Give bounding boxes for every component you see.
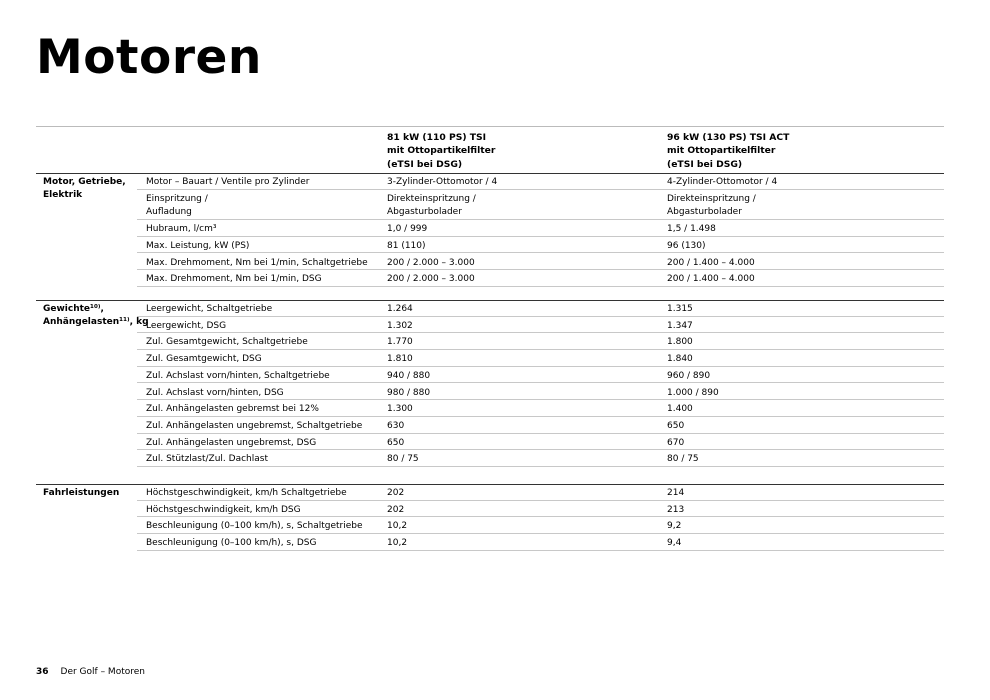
table-row xyxy=(137,450,944,467)
section-label xyxy=(43,176,126,203)
row-label xyxy=(146,176,309,189)
row-label-line: Hubraum, l/cm³ xyxy=(146,224,217,235)
value-96kw-line: 650 xyxy=(667,420,685,431)
value-96kw-line: 1.800 xyxy=(667,337,693,348)
value-81kw-line: 630 xyxy=(387,420,405,431)
value-96kw xyxy=(667,537,681,550)
column-header-line: (eTSI bei DSG) xyxy=(387,158,463,170)
value-96kw xyxy=(667,303,693,316)
row-label xyxy=(146,370,330,383)
table-row xyxy=(137,384,944,401)
row-label-line: Max. Drehmoment, Nm bei 1/min, Schaltgetriebe xyxy=(146,257,368,268)
value-81kw-line: Abgasturbolader xyxy=(387,207,462,218)
row-label-line: Zul. Gesamtgewicht, DSG xyxy=(146,354,262,365)
value-81kw xyxy=(387,353,413,366)
table-row xyxy=(137,254,944,271)
value-81kw xyxy=(387,387,430,400)
value-96kw xyxy=(667,257,755,270)
value-81kw xyxy=(387,520,407,533)
page-number: 36 xyxy=(36,667,49,677)
table-row xyxy=(137,333,944,350)
row-label-line: Leergewicht, Schaltgetriebe xyxy=(146,304,273,314)
value-96kw xyxy=(667,437,684,450)
table-row xyxy=(137,534,944,551)
value-81kw xyxy=(387,370,430,383)
value-96kw-line: 1.315 xyxy=(667,304,693,314)
value-96kw xyxy=(667,273,755,286)
value-96kw xyxy=(667,520,681,533)
value-96kw xyxy=(667,336,693,349)
row-label xyxy=(146,223,216,236)
row-label-line: Einspritzung / xyxy=(146,193,208,204)
row-label-line: Aufladung xyxy=(146,207,192,218)
row-divider xyxy=(137,286,944,287)
row-label xyxy=(146,320,226,333)
row-label-line: Motor – Bauart / Ventile pro Zylinder xyxy=(146,177,310,187)
row-label xyxy=(146,403,319,416)
value-96kw-line: Direkteinspritzung / xyxy=(667,193,756,204)
row-label-line: Beschleunigung (0–100 km/h), s, DSG xyxy=(146,538,317,549)
row-label-line: Zul. Stützlast/Zul. Dachlast xyxy=(146,454,268,465)
value-96kw-line: 200 / 1.400 – 4.000 xyxy=(667,257,755,268)
value-81kw-line: 10,2 xyxy=(387,538,408,549)
value-81kw-line: 1.264 xyxy=(387,304,413,314)
table-row xyxy=(137,517,944,534)
row-label xyxy=(146,420,362,433)
value-81kw xyxy=(387,504,404,517)
column-header-line: 96 kW (130 PS) TSI ACT xyxy=(667,132,790,143)
value-96kw-line: 1.400 xyxy=(667,404,693,415)
value-96kw xyxy=(667,403,693,416)
value-81kw-line: 1.810 xyxy=(387,354,413,365)
section-label xyxy=(43,487,119,500)
row-label xyxy=(146,453,268,466)
table-row xyxy=(137,300,944,317)
value-81kw xyxy=(387,193,476,220)
value-81kw xyxy=(387,453,419,466)
column-header-81kw xyxy=(387,131,495,171)
table-row xyxy=(137,270,944,287)
value-96kw-line: 200 / 1.400 – 4.000 xyxy=(667,274,755,285)
value-81kw xyxy=(387,303,413,316)
header-rule xyxy=(36,126,944,127)
row-label xyxy=(146,487,347,500)
value-81kw-line: 940 / 880 xyxy=(387,370,431,381)
value-81kw xyxy=(387,273,475,286)
value-96kw-line: 4-Zylinder-Ottomotor / 4 xyxy=(667,177,778,187)
table-row xyxy=(137,367,944,384)
row-label-line: Max. Drehmoment, Nm bei 1/min, DSG xyxy=(146,274,322,285)
value-96kw xyxy=(667,487,684,500)
value-96kw-line: 9,4 xyxy=(667,538,682,549)
row-label-line: Zul. Anhängelasten ungebremst, Schaltgetriebe xyxy=(146,420,363,431)
row-label xyxy=(146,240,249,253)
page-footer xyxy=(36,667,145,677)
section-label-line: Elektrik xyxy=(43,190,83,201)
value-81kw xyxy=(387,176,497,189)
row-label-line: Zul. Anhängelasten gebremst bei 12% xyxy=(146,404,319,415)
value-96kw-line: Abgasturbolader xyxy=(667,207,742,218)
value-96kw-line: 1,5 / 1.498 xyxy=(667,224,716,235)
value-81kw-line: 80 / 75 xyxy=(387,454,419,465)
value-96kw-line: 670 xyxy=(667,437,685,448)
table-row xyxy=(137,237,944,254)
value-81kw xyxy=(387,420,404,433)
value-96kw-line: 80 / 75 xyxy=(667,454,699,465)
table-row xyxy=(137,434,944,451)
row-label xyxy=(146,193,208,220)
value-81kw-line: 200 / 2.000 – 3.000 xyxy=(387,274,475,285)
value-81kw-line: 980 / 880 xyxy=(387,387,431,398)
value-96kw-line: 1.000 / 890 xyxy=(667,387,719,398)
value-96kw-line: 1.840 xyxy=(667,354,693,365)
value-96kw-line: 213 xyxy=(667,504,685,515)
value-81kw-line: 3-Zylinder-Ottomotor / 4 xyxy=(387,177,498,187)
table-row xyxy=(137,350,944,367)
value-81kw-line: 10,2 xyxy=(387,521,408,532)
row-label-line: Beschleunigung (0–100 km/h), s, Schaltgetriebe xyxy=(146,521,363,532)
column-header-line: mit Ottopartikelfilter xyxy=(387,145,496,157)
value-81kw xyxy=(387,320,413,333)
value-81kw-line: 1.302 xyxy=(387,320,413,331)
value-96kw-line: 214 xyxy=(667,488,685,498)
table-row xyxy=(137,400,944,417)
table-row xyxy=(137,173,944,190)
value-81kw-line: 1,0 / 999 xyxy=(387,224,428,235)
value-81kw xyxy=(387,437,404,450)
value-81kw-line: 1.300 xyxy=(387,404,413,415)
value-81kw-line: 202 xyxy=(387,504,405,515)
section-label-line: Anhängelasten¹¹⁾, kg xyxy=(43,317,149,328)
value-81kw-line: 202 xyxy=(387,488,405,498)
row-label xyxy=(146,273,322,286)
row-label-line: Höchstgeschwindigkeit, km/h Schaltgetriebe xyxy=(146,488,347,498)
column-header-96kw xyxy=(667,131,789,171)
row-label xyxy=(146,303,272,316)
row-label-line: Höchstgeschwindigkeit, km/h DSG xyxy=(146,504,301,515)
row-label xyxy=(146,353,262,366)
value-81kw-line: 650 xyxy=(387,437,405,448)
value-96kw xyxy=(667,420,684,433)
row-divider xyxy=(137,466,944,467)
value-81kw xyxy=(387,257,475,270)
value-96kw xyxy=(667,176,777,189)
table-row xyxy=(137,501,944,518)
value-81kw-line: 1.770 xyxy=(387,337,413,348)
value-96kw-line: 96 (130) xyxy=(667,240,706,251)
value-81kw xyxy=(387,240,426,253)
row-label xyxy=(146,437,316,450)
value-96kw xyxy=(667,240,706,253)
value-96kw xyxy=(667,193,756,220)
row-label-line: Leergewicht, DSG xyxy=(146,320,227,331)
value-96kw xyxy=(667,453,699,466)
row-label-line: Zul. Anhängelasten ungebremst, DSG xyxy=(146,437,317,448)
row-label xyxy=(146,520,363,533)
column-header-line: mit Ottopartikelfilter xyxy=(667,145,776,157)
value-81kw-line: 200 / 2.000 – 3.000 xyxy=(387,257,475,268)
value-96kw xyxy=(667,370,710,383)
value-96kw-line: 9,2 xyxy=(667,521,682,532)
table-row xyxy=(137,417,944,434)
page-title: Motoren xyxy=(36,30,262,85)
value-81kw xyxy=(387,336,413,349)
column-header-line: (eTSI bei DSG) xyxy=(667,158,743,170)
row-label xyxy=(146,537,316,550)
row-divider xyxy=(137,550,944,551)
row-label-line: Zul. Gesamtgewicht, Schaltgetriebe xyxy=(146,337,308,348)
value-96kw xyxy=(667,353,693,366)
row-label xyxy=(146,336,308,349)
row-label-line: Max. Leistung, kW (PS) xyxy=(146,240,250,251)
value-81kw-line: Direkteinspritzung / xyxy=(387,193,476,204)
value-81kw xyxy=(387,537,407,550)
value-81kw xyxy=(387,487,404,500)
section-label-line: Fahrleistungen xyxy=(43,488,120,498)
row-label xyxy=(146,257,368,270)
table-row xyxy=(137,220,944,237)
column-header-line: 81 kW (110 PS) TSI xyxy=(387,132,487,143)
table-row xyxy=(137,317,944,334)
section-label-line: Motor, Getriebe, xyxy=(43,177,126,187)
section-label-line: Gewichte¹⁰⁾, xyxy=(43,304,104,314)
value-96kw-line: 960 / 890 xyxy=(667,370,711,381)
value-96kw xyxy=(667,387,719,400)
table-row xyxy=(137,484,944,501)
value-81kw-line: 81 (110) xyxy=(387,240,426,251)
value-96kw xyxy=(667,320,693,333)
section-label xyxy=(43,303,149,330)
row-label-line: Zul. Achslast vorn/hinten, Schaltgetriebe xyxy=(146,370,330,381)
value-96kw-line: 1.347 xyxy=(667,320,693,331)
row-label xyxy=(146,387,284,400)
row-label-line: Zul. Achslast vorn/hinten, DSG xyxy=(146,387,284,398)
value-81kw xyxy=(387,403,413,416)
table-row xyxy=(137,190,944,220)
value-96kw xyxy=(667,223,716,236)
row-label xyxy=(146,504,301,517)
footer-text: Der Golf – Motoren xyxy=(60,667,145,677)
value-96kw xyxy=(667,504,684,517)
value-81kw xyxy=(387,223,427,236)
